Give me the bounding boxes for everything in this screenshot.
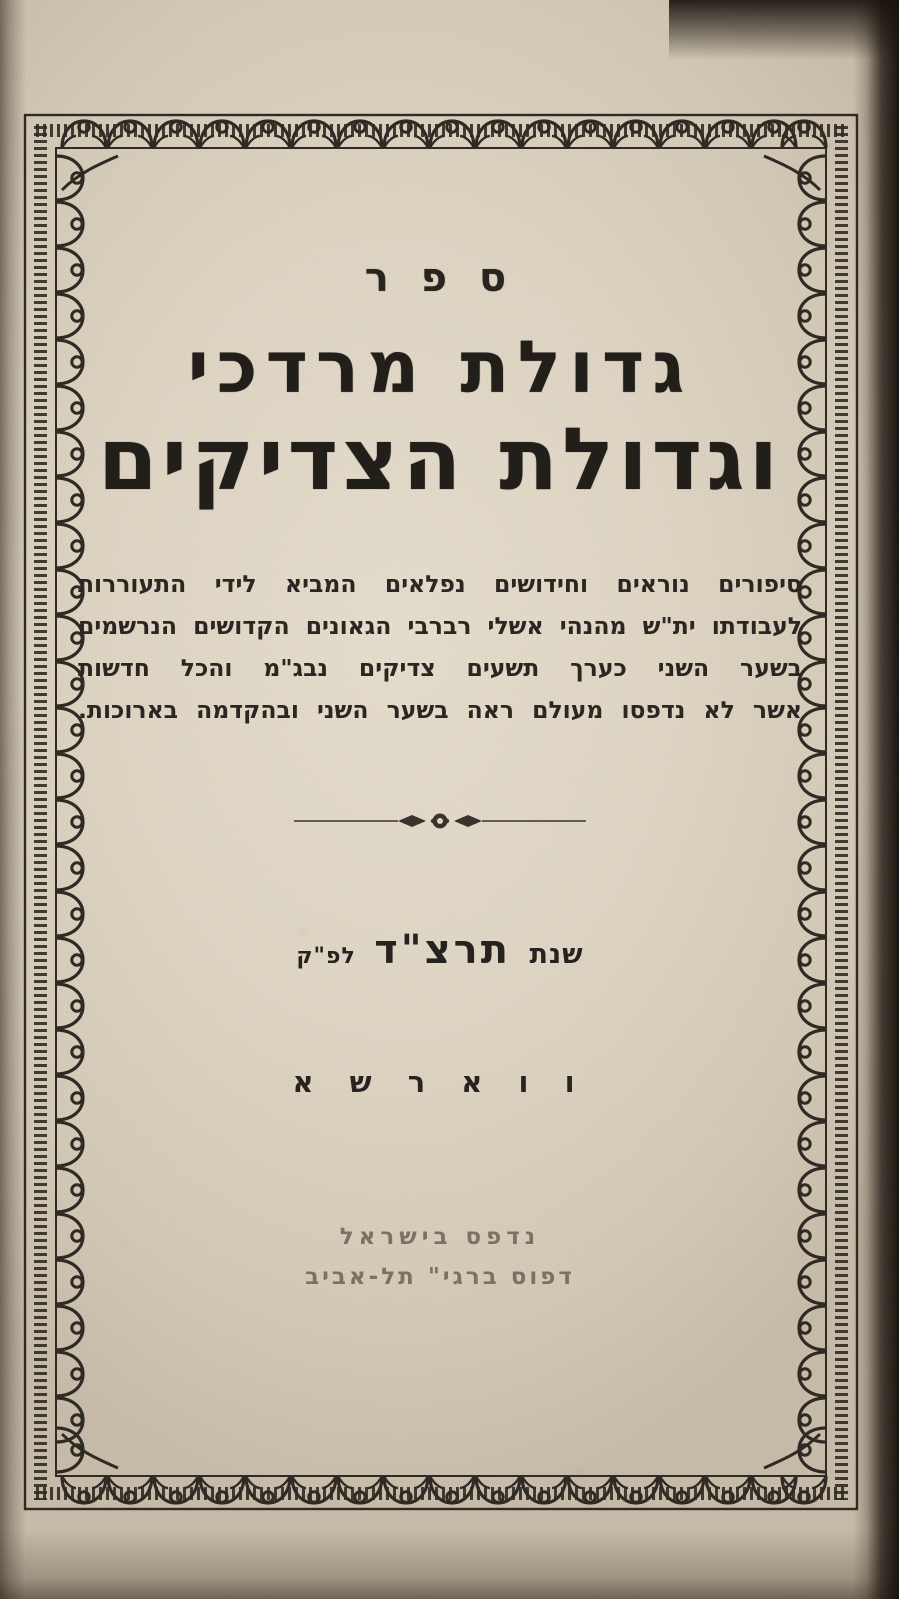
subtitle-block <box>78 564 802 731</box>
subtitle-line-2: לעבודתו ית"ש מהנהי אשלי רברבי הגאונים הקדושים הנרשמים <box>78 612 802 641</box>
title-page-content <box>60 150 820 1480</box>
imprint-line-1: נדפס בישראל <box>339 1223 541 1250</box>
publication-city: ו ו א ר ש א <box>292 1064 588 1099</box>
publication-year <box>60 927 820 973</box>
imprint-line-2: דפוס ברגי" תל-אביב <box>305 1264 575 1291</box>
subtitle-line-1: סיפורים נוראים וחידושים נפלאים המביא לידי התעוררות <box>78 570 802 599</box>
subtitle-line-4: אשר לא נדפסו מעולם ראה בשער השני ובהקדמה בארוכות. <box>78 695 802 724</box>
year-prefix: שנת <box>529 938 584 970</box>
divider-ornament <box>290 810 590 832</box>
title-line-2: וגדולת הצדיקים <box>97 410 783 511</box>
printer-imprint <box>60 1217 820 1298</box>
year-value: תרצ"ד <box>374 926 512 973</box>
year-suffix: לפ"ק <box>296 943 356 969</box>
word-sefer: ס פ ר <box>364 255 516 301</box>
subtitle-line-3: בשער השני כערך תשעים צדיקים נבג"מ והכל חדשות <box>78 654 802 683</box>
title-line-1: גדולת מרדכי <box>187 325 693 409</box>
page-title <box>60 325 820 511</box>
